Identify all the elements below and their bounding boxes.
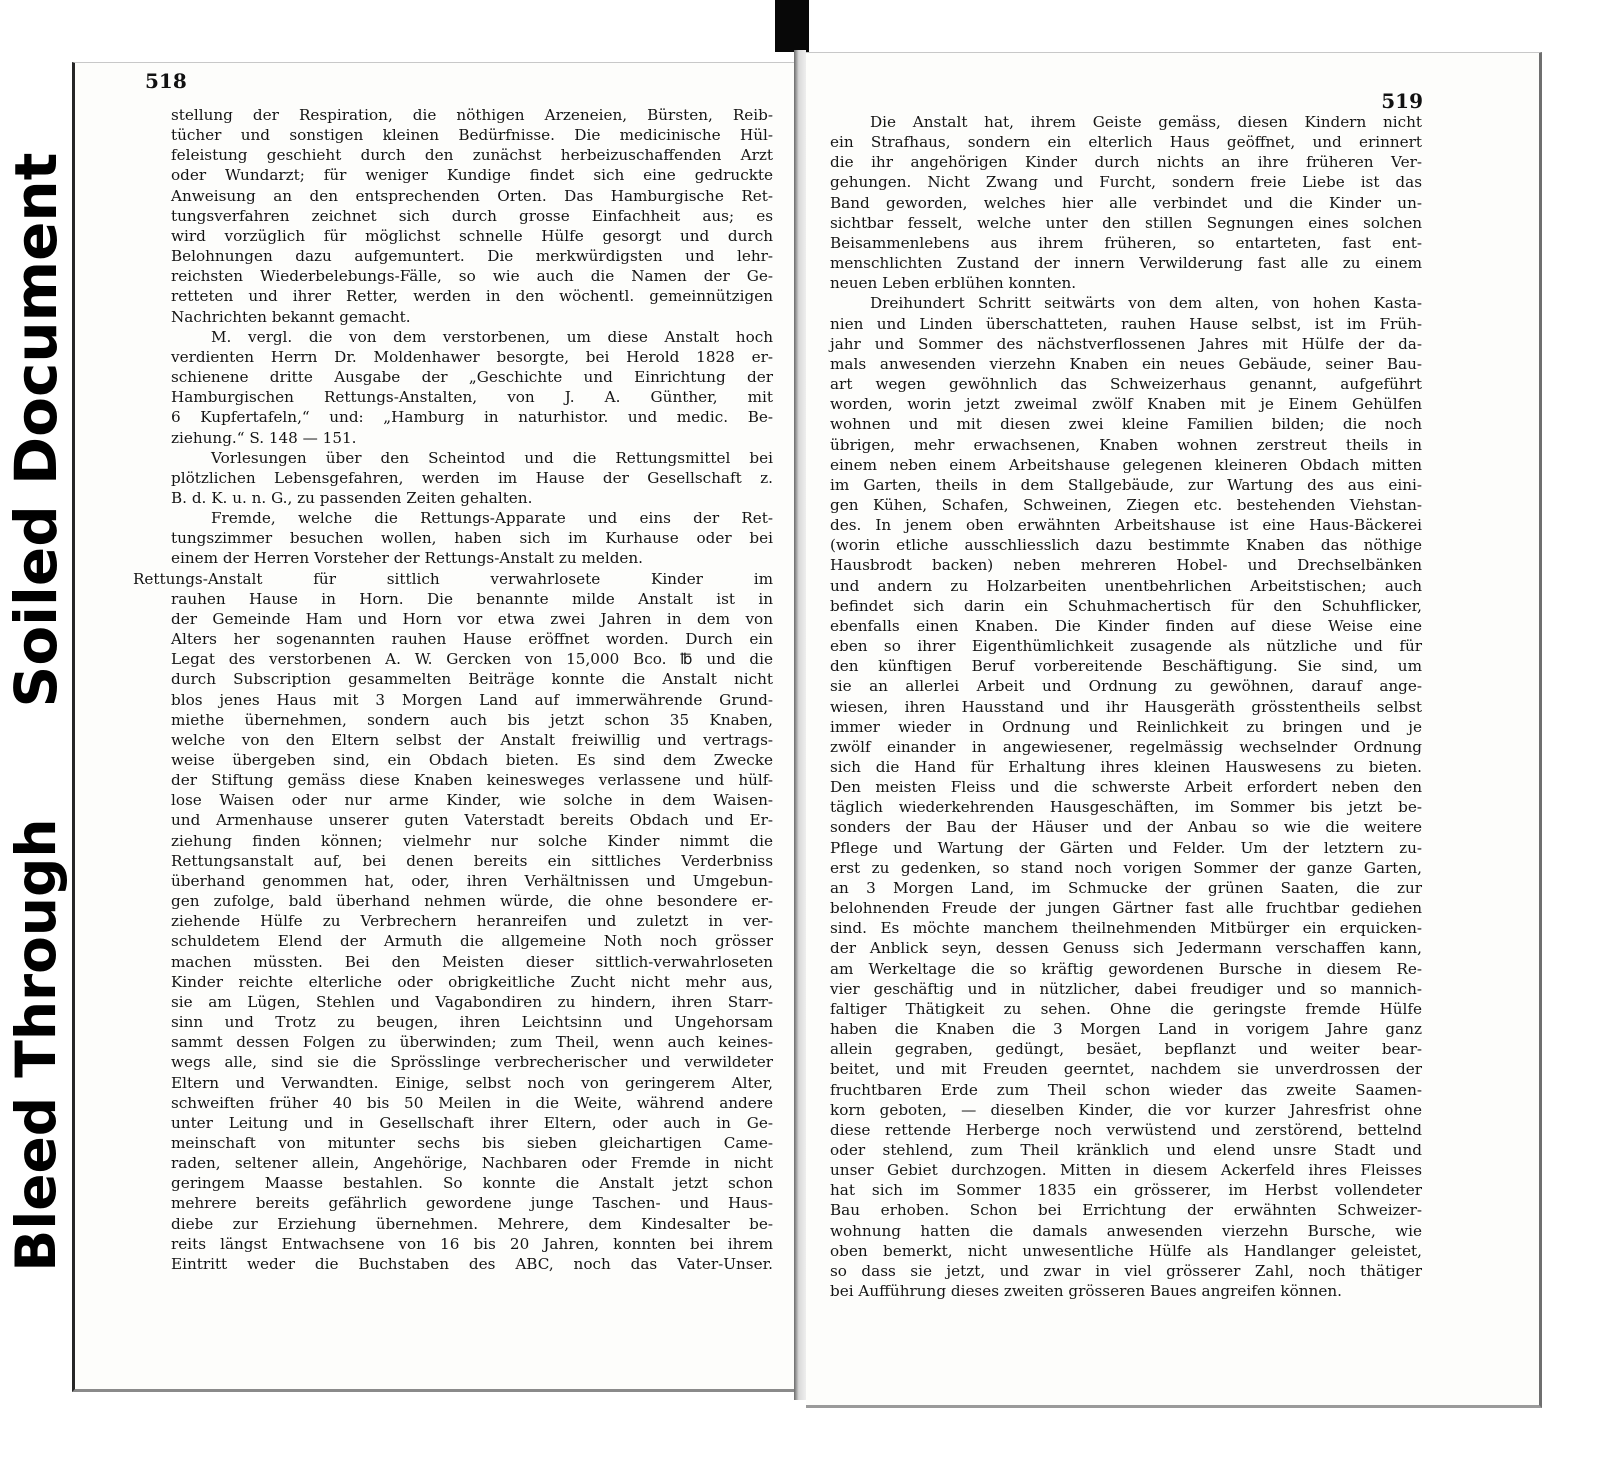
- text-line: wiesen, ihren Hausstand und ihr Hausgeräth grösstentheils selbst: [830, 697, 1422, 716]
- text-line: weise übergeben sind, ein Obdach bieten. Es sind dem Zwecke: [171, 751, 773, 769]
- text-line: feleistung geschieht durch den zunächst herbeizuschaffenden Arzt: [171, 146, 773, 165]
- bleed-through-text: Bleed Through: [4, 818, 68, 1272]
- text-line: bei Aufführung dieses zweiten grösseren Baues angreifen können.: [830, 1282, 1342, 1301]
- text-line: so dass sie jetzt, und zwar in viel grösserer Zahl, noch thätiger: [830, 1261, 1422, 1280]
- text-line: schweiften früher 40 bis 50 Meilen in die Weite, während andere: [171, 1093, 773, 1112]
- text-line: Bau erhoben. Schon bei Errichtung der erwähnten Schweizer-: [830, 1201, 1422, 1220]
- text-line: machen müssten. Bei den Meisten dieser sittlich-verwahrloseten: [171, 952, 773, 971]
- text-line: immer wieder in Ordnung und Reinlichkeit zu bringen und je: [830, 717, 1422, 736]
- left-page-text: [133, 105, 773, 1274]
- text-line: verdienten Herrn Dr. Moldenhawer besorgte, bei Herold 1828 er-: [171, 347, 773, 366]
- text-line: ziehung finden können; vielmehr nur solche Kinder nimmt die: [171, 831, 773, 850]
- text-line: tungsverfahren zeichnet sich durch grosse Einfachheit aus; es: [171, 206, 773, 225]
- text-line: sind. Es möchte manchem theilnehmenden Mitbürger ein erquicken-: [830, 919, 1422, 938]
- bleed-through-label: [0, 792, 74, 1298]
- text-line: worden, worin jetzt zweimal zwölf Knaben mit je Einem Gehülfen: [830, 395, 1422, 414]
- text-line: art wegen gewöhnlich das Schweizerhaus genannt, aufgeführt: [830, 375, 1422, 394]
- text-line: Kinder reichte elterliche oder obrigkeitliche Zucht nicht mehr aus,: [171, 972, 773, 991]
- text-line: Die Anstalt hat, ihrem Geiste gemäss, diesen Kindern nicht: [870, 113, 1422, 131]
- text-line: stellung der Respiration, die nöthigen Arzeneien, Bürsten, Reib-: [171, 106, 773, 124]
- text-line: geringem Maasse bestahlen. So konnte die Anstalt jetzt schon: [171, 1174, 773, 1193]
- text-line: lose Waisen oder nur arme Kinder, wie solche in dem Waisen-: [171, 791, 773, 810]
- text-line: nien und Linden überschatteten, rauhen Hause selbst, ist im Früh-: [830, 314, 1422, 333]
- text-line: meinschaft von mitunter sechs bis sieben gleichartigen Came-: [171, 1133, 773, 1152]
- text-line: sinn und Trotz zu beugen, ihren Leichtsinn und Ungehorsam: [171, 1013, 773, 1032]
- text-line: sammt dessen Folgen zu überwinden; zum Theil, wenn auch keines-: [171, 1033, 773, 1052]
- text-line: und Armenhause unserer guten Vaterstadt bereits Obdach und Er-: [171, 811, 773, 830]
- text-line: Eintritt weder die Buchstaben des ABC, noch das Vater-Unser.: [171, 1254, 773, 1273]
- text-line: der Stiftung gemäss diese Knaben keinesweges verlassene und hülf-: [171, 771, 773, 790]
- text-line: rauhen Hause in Horn. Die benannte milde Anstalt ist in: [171, 589, 773, 608]
- text-line: reits längst Entwachsene von 16 bis 20 Jahren, konnten bei ihrem: [171, 1234, 773, 1253]
- text-line: des. In jenem oben erwähnten Arbeitshause ist eine Haus-Bäckerei: [830, 516, 1422, 535]
- text-line: welche von den Eltern selbst der Anstalt freiwillig und vertrags-: [171, 730, 773, 749]
- text-line: Rettungs-Anstalt für sittlich verwahrlosete Kinder im: [133, 569, 773, 588]
- right-page: [806, 52, 1542, 1408]
- text-line: ein Strafhaus, sondern ein elterlich Haus geöffnet, und erinnert: [830, 133, 1422, 152]
- page-number-left: 518: [145, 69, 187, 93]
- text-line: unter Leitung und in Gesellschaft ihrer Eltern, oder auch in Ge-: [171, 1113, 773, 1132]
- text-line: (worin etliche ausschliesslich dazu bestimmte Knaben das nöthige: [830, 536, 1422, 555]
- text-line: beitet, und mit Freuden geerntet, nachdem sie unverdrossen der: [830, 1060, 1422, 1079]
- text-line: sichtbar fesselt, welche unter den stillen Segnungen eines solchen: [830, 213, 1422, 232]
- text-line: schuldetem Elend der Armuth die allgemeine Noth noch grösser: [171, 932, 773, 951]
- text-line: Vorlesungen über den Scheintod und die Rettungsmittel bei: [211, 448, 773, 467]
- text-line: am Werkeltage die so kräftig gewordenen Bursche in diesem Re-: [830, 959, 1422, 978]
- text-line: der Anblick seyn, dessen Genuss sich Jedermann verschaffen kann,: [830, 939, 1422, 958]
- text-line: an 3 Morgen Land, im Schmucke der grünen Saaten, die zur: [830, 878, 1422, 897]
- text-line: sie an allerlei Arbeit und Ordnung zu gewöhnen, darauf ange-: [830, 677, 1422, 696]
- text-line: tungszimmer besuchen wollen, haben sich im Kurhause oder bei: [171, 529, 773, 548]
- text-line: eben so ihrer Eigenthümlichkeit zusagende als nützliche und für: [830, 637, 1422, 656]
- text-line: belohnenden Freude der jungen Gärtner fast alle fruchtbar gediehen: [830, 899, 1422, 918]
- text-line: täglich wiederkehrenden Hausgeschäften, im Sommer bis jetzt be-: [830, 798, 1422, 817]
- text-line: wegs alle, sind sie die Sprösslinge verbrecherischer und verwildeter: [171, 1053, 773, 1072]
- text-line: wird vorzüglich für möglichst schnelle Hülfe gesorgt und durch: [171, 226, 773, 245]
- text-line: im Garten, theils in dem Stallgebäude, zur Wartung des aus eini-: [830, 475, 1422, 494]
- text-line: wohnung hatten die damals anwesenden vierzehn Bursche, wie: [830, 1221, 1422, 1240]
- book-spine: [775, 0, 809, 52]
- text-line: reichsten Wiederbelebungs-Fälle, so wie auch die Namen der Ge-: [171, 267, 773, 286]
- text-line: menschlichten Zustand der innern Verwilderung fast alle zu einem: [830, 254, 1422, 273]
- text-line: fruchtbaren Erde zum Theil schon wieder das zweite Saamen-: [830, 1080, 1422, 1099]
- text-line: wohnen und mit diesen zwei kleine Familien bilden; die noch: [830, 415, 1422, 434]
- left-page: [72, 62, 794, 1392]
- text-line: faltiger Thätigkeit zu sehen. Ohne die geringste fremde Hülfe: [830, 999, 1422, 1018]
- text-line: gehungen. Nicht Zwang und Furcht, sondern freie Liebe ist das: [830, 173, 1422, 192]
- text-line: diebe zur Erziehung übernehmen. Mehrere, dem Kindesalter be-: [171, 1214, 773, 1233]
- text-line: Anweisung an den entsprechenden Orten. Das Hamburgische Ret-: [171, 186, 773, 205]
- text-line: tücher und sonstigen kleinen Bedürfnisse. Die medicinische Hül-: [171, 126, 773, 145]
- text-line: 6 Kupfertafeln,“ und: „Hamburg in naturhistor. und medic. Be-: [171, 408, 773, 427]
- text-line: Rettungsanstalt auf, bei denen bereits ein sittliches Verderbniss: [171, 851, 773, 870]
- text-line: gen Kühen, Schafen, Schweinen, Ziegen etc. bestehenden Viehstan-: [830, 495, 1422, 514]
- text-line: einem der Herren Vorsteher der Rettungs-Anstalt zu melden.: [171, 549, 644, 568]
- text-line: korn geboten, — dieselben Kinder, die vor kurzer Jahresfrist ohne: [830, 1100, 1422, 1119]
- text-line: Pflege und Wartung der Gärten und Felder. Um der letztern zu-: [830, 838, 1422, 857]
- text-line: oben bemerkt, nicht unwesentliche Hülfe als Handlanger geleistet,: [830, 1241, 1422, 1260]
- right-page-text: [830, 112, 1422, 1301]
- text-line: zwölf einander in angewiesener, regelmässig wechselnder Ordnung: [830, 737, 1422, 756]
- text-line: plötzlichen Lebensgefahren, werden im Hause der Gesellschaft z.: [171, 468, 773, 487]
- text-line: vier geschäftig und in nützlicher, dabei freudiger und so mannich-: [830, 979, 1422, 998]
- text-line: der Gemeinde Ham und Horn vor etwa zwei Jahren in dem von: [171, 609, 773, 628]
- text-line: unser Gebiet durchzogen. Mitten in diesem Ackerfeld ihres Fleisses: [830, 1161, 1422, 1180]
- text-line: übrigen, mehr erwachsenen, Knaben wohnen zerstreut theils in: [830, 435, 1422, 454]
- text-line: Nachrichten bekannt gemacht.: [171, 307, 411, 326]
- text-line: hat sich im Sommer 1835 ein grösserer, im Herbst vollendeter: [830, 1181, 1422, 1200]
- text-line: die ihr angehörigen Kinder durch nichts an ihre früheren Ver-: [830, 153, 1422, 172]
- page-number-right: 519: [1381, 89, 1423, 113]
- text-line: den künftigen Beruf vorbereitende Beschäftigung. Sie sind, um: [830, 657, 1422, 676]
- text-line: sonders der Bau der Häuser und der Anbau so wie die weitere: [830, 818, 1422, 837]
- text-line: B. d. K. u. n. G., zu passenden Zeiten gehalten.: [171, 488, 533, 507]
- text-line: und andern zu Holzarbeiten unentbehrlichen Arbeitstischen; auch: [830, 576, 1422, 595]
- text-line: allein gegraben, gedüngt, besäet, bepflanzt und weiter bear-: [830, 1040, 1422, 1059]
- soiled-document-text: Soiled Document: [2, 152, 70, 708]
- text-line: blos jenes Haus mit 3 Morgen Land auf immerwährende Grund-: [171, 690, 773, 709]
- text-line: diese rettende Herberge noch verwüstend und zerstörend, bettelnd: [830, 1120, 1422, 1139]
- text-line: miethe übernehmen, sondern auch bis jetzt schon 35 Knaben,: [171, 710, 773, 729]
- text-line: befindet sich darin ein Schuhmachertisch für den Schuhflicker,: [830, 596, 1422, 615]
- text-line: gen zufolge, bald überhand nehmen würde, die ohne besondere er-: [171, 892, 773, 911]
- text-line: oder stehlend, zum Theil kränklich und elend unsre Stadt und: [830, 1140, 1422, 1159]
- text-line: schienene dritte Ausgabe der „Geschichte und Einrichtung der: [171, 368, 773, 387]
- text-line: mals anwesenden vierzehn Knaben ein neues Gebäude, seiner Bau-: [830, 354, 1422, 373]
- text-line: Beisammenlebens aus ihrem früheren, so entarteten, fast ent-: [830, 233, 1422, 252]
- text-line: sich die Hand für Erhaltung ihres kleinen Hauswesens zu bieten.: [830, 758, 1422, 776]
- text-line: überhand genommen hat, oder, ihren Verhältnissen und Umgebun-: [171, 871, 773, 890]
- text-line: Hamburgischen Rettungs-Anstalten, von J. A. Günther, mit: [171, 388, 773, 407]
- text-line: raden, seltener allein, Angehörige, Nachbaren oder Fremde in nicht: [171, 1154, 773, 1173]
- text-line: sie am Lügen, Stehlen und Vagabondiren zu hindern, ihren Starr-: [171, 992, 773, 1011]
- text-line: Alters her sogenannten rauhen Hause eröffnet worden. Durch ein: [171, 630, 773, 649]
- text-line: durch Subscription gesammelten Beiträge konnte die Anstalt nicht: [171, 670, 773, 689]
- text-line: erst zu gedenken, so stand noch vorigen Sommer der ganze Garten,: [830, 858, 1422, 877]
- text-line: ziehung.“ S. 148 — 151.: [171, 428, 357, 447]
- text-line: ziehende Hülfe zu Verbrechern heranreifen und zuletzt in ver-: [171, 912, 773, 931]
- text-line: retteten und ihrer Retter, werden in den wöchentl. gemeinnützigen: [171, 287, 773, 306]
- text-line: M. vergl. die von dem verstorbenen, um diese Anstalt hoch: [211, 327, 773, 346]
- soiled-document-label: [0, 152, 74, 708]
- text-line: oder Wundarzt; für weniger Kundige findet sich eine gedruckte: [171, 166, 773, 185]
- text-line: neuen Leben erblühen konnten.: [830, 274, 1077, 293]
- text-line: Band geworden, welches hier alle verbindet und die Kinder un-: [830, 193, 1422, 212]
- text-line: Belohnungen dazu aufgemuntert. Die merkwürdigsten und lehr-: [171, 247, 773, 266]
- text-line: einem neben einem Arbeitshause gelegenen kleineren Obdach mitten: [830, 455, 1422, 474]
- text-line: mehrere bereits gefährlich gewordene junge Taschen- und Haus-: [171, 1194, 773, 1213]
- text-line: Dreihundert Schritt seitwärts von dem alten, von hohen Kasta-: [870, 294, 1422, 313]
- text-line: ebenfalls einen Knaben. Die Kinder finden auf diese Weise eine: [830, 616, 1422, 635]
- text-line: Eltern und Verwandten. Einige, selbst noch von geringerem Alter,: [171, 1073, 773, 1092]
- text-line: Den meisten Fleiss und die schwerste Arbeit erfordert neben den: [830, 778, 1422, 797]
- text-line: jahr und Sommer des nächstverflossenen Jahres mit Hülfe der da-: [830, 334, 1422, 353]
- text-line: Legat des verstorbenen A. W. Gercken von 15,000 Bco. ℔ und die: [171, 650, 773, 669]
- book-gutter: [794, 50, 806, 1400]
- text-line: Fremde, welche die Rettungs-Apparate und eins der Ret-: [211, 509, 773, 528]
- text-line: haben die Knaben die 3 Morgen Land in vorigem Jahre ganz: [830, 1020, 1422, 1039]
- text-line: Hausbrodt backen) neben mehreren Hobel- und Drechselbänken: [830, 556, 1422, 575]
